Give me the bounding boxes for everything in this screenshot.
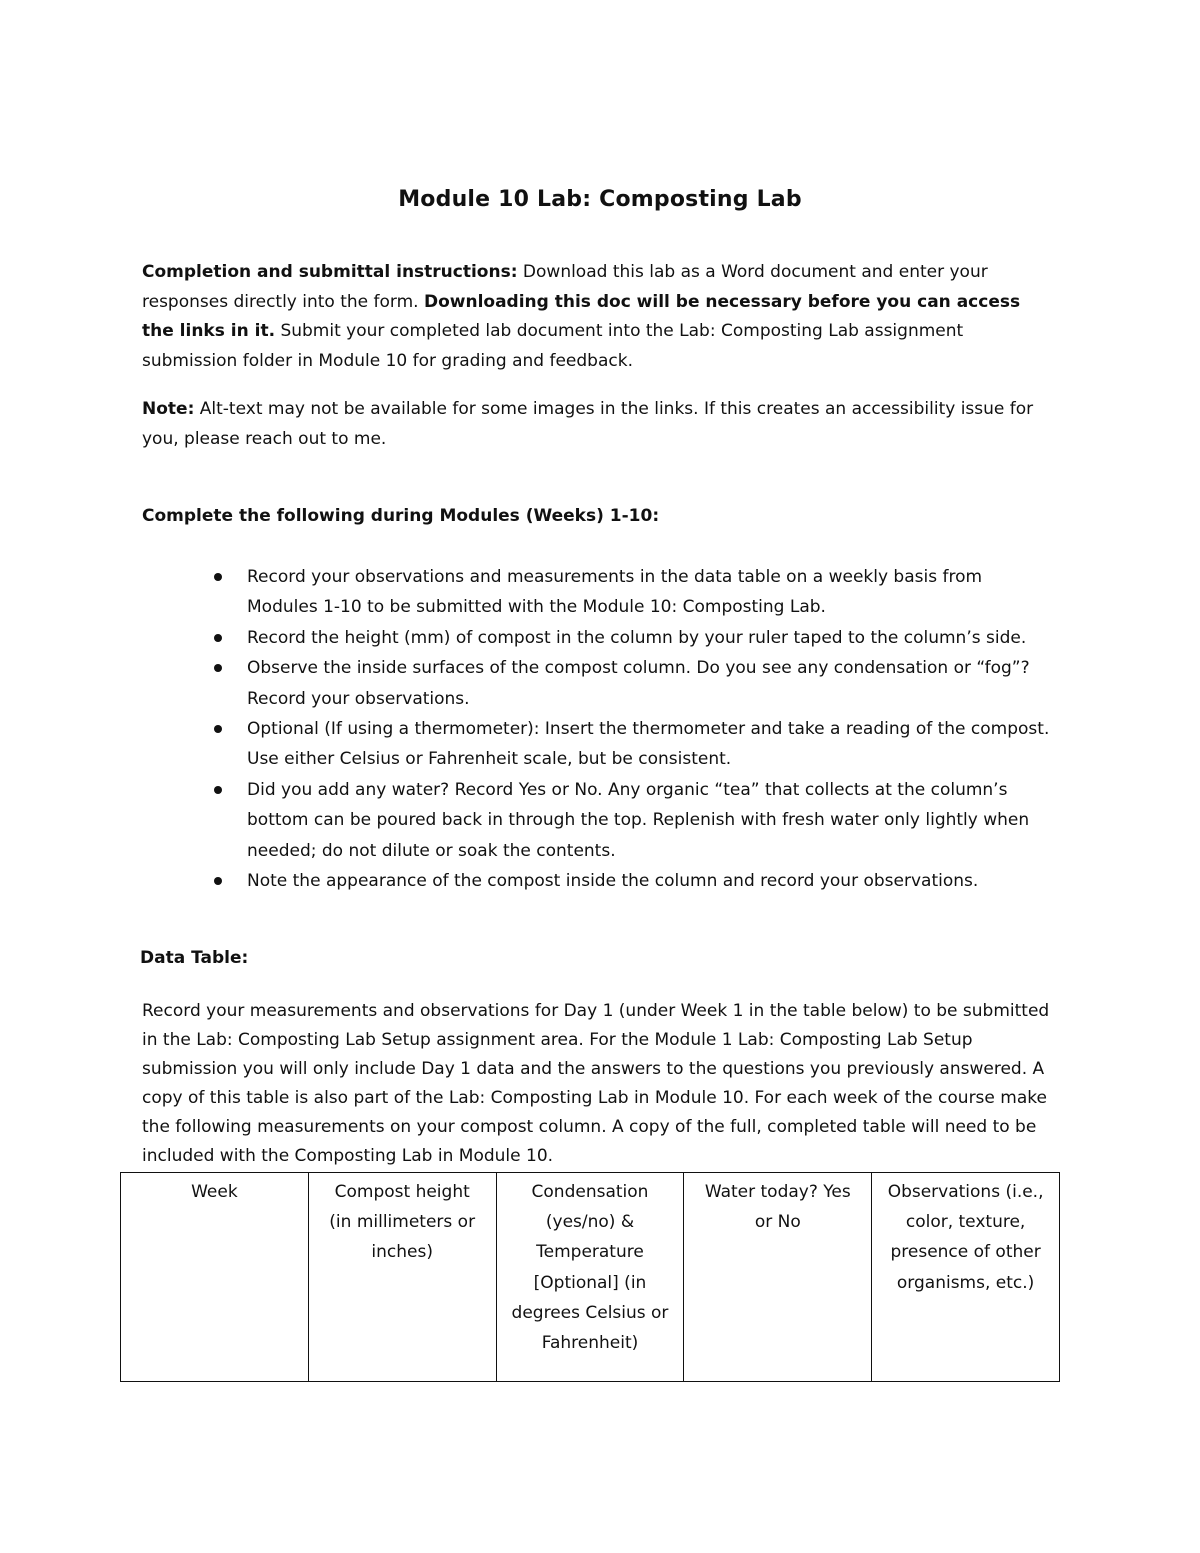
list-item bbox=[142, 653, 1052, 714]
list-item bbox=[142, 623, 1052, 653]
data-table bbox=[120, 1172, 1060, 1382]
data-table-heading: Data Table: bbox=[140, 948, 249, 968]
instructions-text-1: Download this lab as a Word document and enter your responses directly into the form. bbox=[142, 262, 988, 312]
list-item-text: Note the appearance of the compost inside the column and record your observations. bbox=[247, 871, 979, 892]
list-item-text: Record your observations and measurements in the data table on a weekly basis from Modules 1-10 to be submitted with the Module 10: Composting Lab. bbox=[247, 567, 983, 618]
bullet-icon bbox=[214, 725, 222, 733]
note-label: Note: bbox=[142, 399, 195, 419]
instructions-paragraph bbox=[142, 258, 1052, 376]
list-item bbox=[142, 562, 1052, 623]
page-title: Module 10 Lab: Composting Lab bbox=[398, 186, 802, 212]
list-item-text: Did you add any water? Record Yes or No. Any organic “tea” that collects at the column’s bottom can be poured back in through the top. Replenish with fresh water only lightly when needed; do not dilute or soak the contents. bbox=[247, 779, 1030, 861]
instructions-bold-text: Downloading this doc will be necessary before you can access the links in it. bbox=[142, 291, 1021, 341]
list-item bbox=[142, 866, 1052, 896]
list-item-text: Record the height (mm) of compost in the column by your ruler taped to the column’s side. bbox=[247, 627, 1027, 648]
header-condensation-temperature[interactable]: Condensation (yes/no) & Temperature [Optional] (in degrees Celsius or Fahrenheit) bbox=[496, 1173, 684, 1382]
bullet-icon bbox=[214, 786, 222, 794]
header-water-today[interactable]: Water today? Yes or No bbox=[684, 1173, 872, 1382]
list-item bbox=[142, 775, 1052, 866]
header-compost-height[interactable]: Compost height (in millimeters or inches) bbox=[308, 1173, 496, 1382]
list-item-text: Observe the inside surfaces of the compost column. Do you see any condensation or “fog”? Record your observations. bbox=[247, 658, 1030, 709]
header-observations[interactable]: Observations (i.e., color, texture, presence of other organisms, etc.) bbox=[872, 1173, 1060, 1382]
bullet-icon bbox=[214, 877, 222, 885]
list-item-text: Optional (If using a thermometer): Insert the thermometer and take a reading of the compost. Use either Celsius or Fahrenheit scale, but be consistent. bbox=[247, 719, 1050, 770]
bullet-icon bbox=[214, 634, 222, 642]
header-week[interactable]: Week bbox=[121, 1173, 309, 1382]
instructions-text-2: Submit your completed lab document into the Lab: Composting Lab assignment submission folder in Module 10 for grading and feedback. bbox=[142, 321, 964, 371]
list-item bbox=[142, 714, 1052, 775]
note-text: Alt-text may not be available for some images in the links. If this creates an accessibility issue for you, please reach out to me. bbox=[142, 399, 1034, 449]
record-paragraph: Record your measurements and observations for Day 1 (under Week 1 in the table below) to be submitted in the Lab: Composting Lab Setup assignment area. For the Module 1 Lab: Composting Lab Setup submission you will only include Day 1 data and the answers to the questions you previously answered. A copy of this table is also part of the Lab: Composting Lab in Module 10. For each week of the course make the following measurements on your compost column. A copy of the full, completed table will need to be included with the Composting Lab in Module 10. bbox=[142, 1001, 1050, 1166]
table-header-row bbox=[121, 1173, 1060, 1382]
instructions-label: Completion and submittal instructions: bbox=[142, 262, 518, 282]
bullet-icon bbox=[214, 664, 222, 672]
complete-heading: Complete the following during Modules (Weeks) 1-10: bbox=[142, 506, 660, 526]
bullet-list bbox=[142, 562, 1052, 896]
note-paragraph bbox=[142, 395, 1052, 454]
bullet-icon bbox=[214, 573, 222, 581]
